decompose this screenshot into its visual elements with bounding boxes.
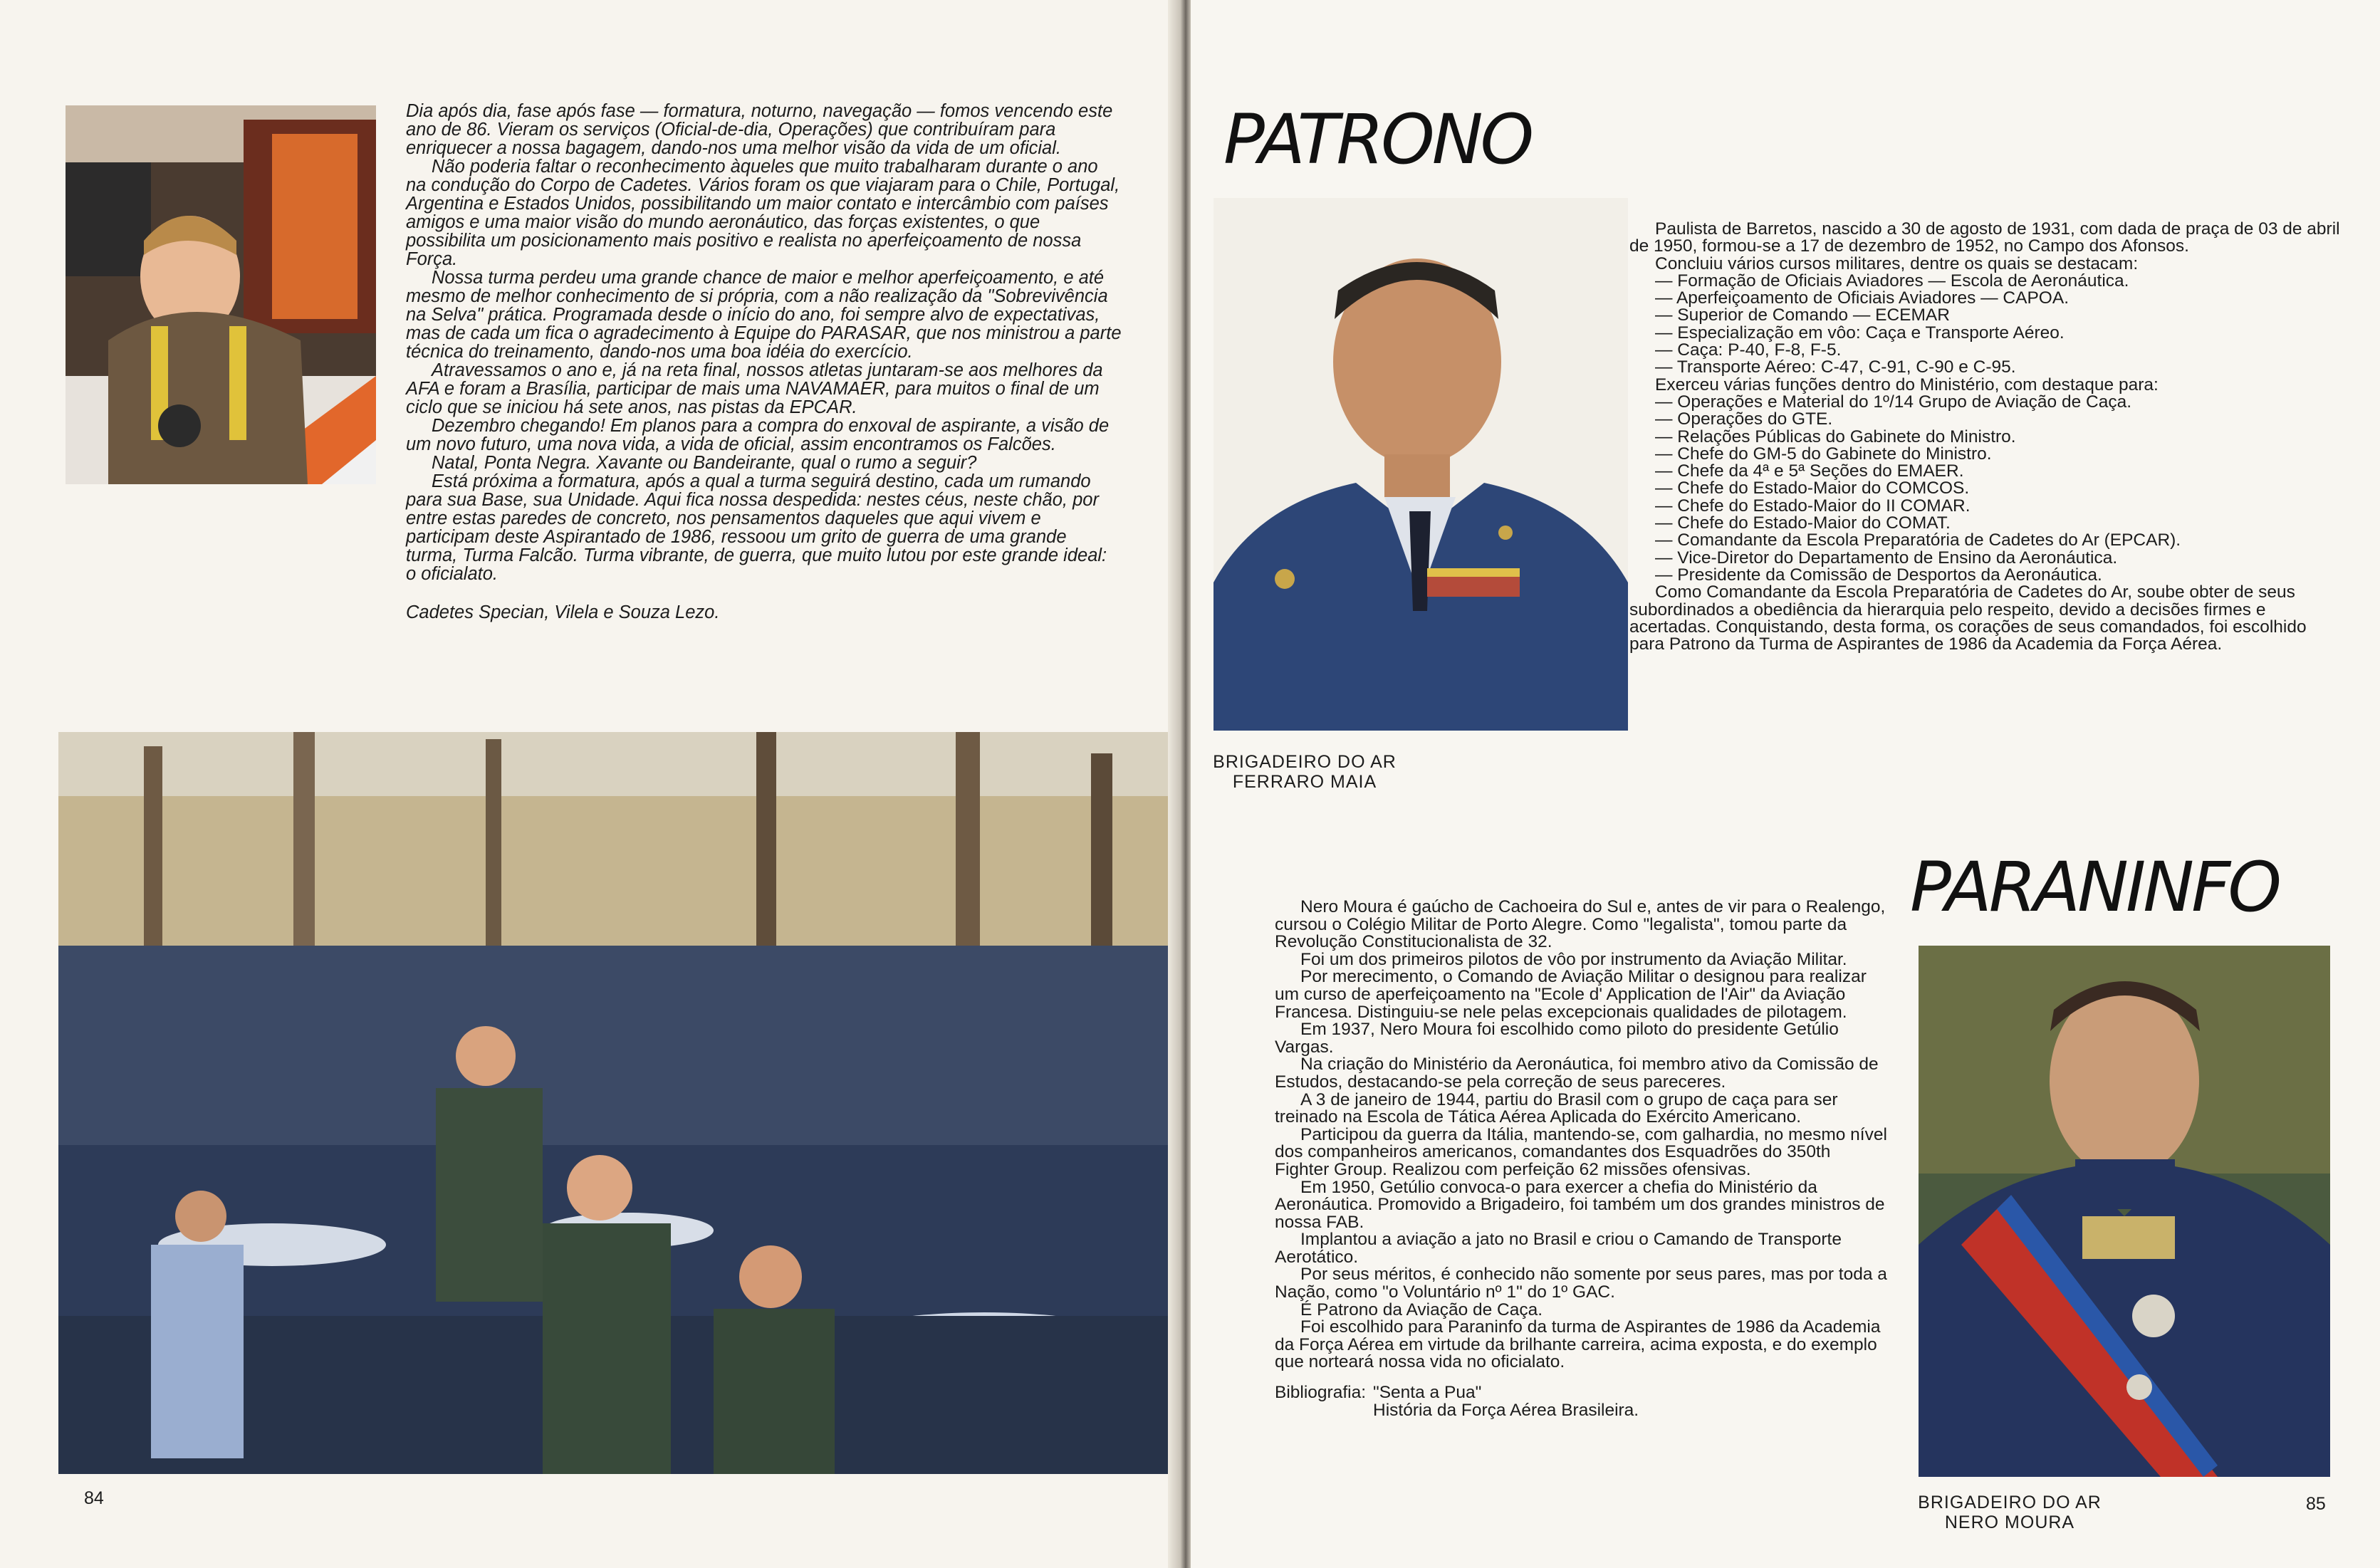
paraninfo-paragraph: Participou da guerra da Itália, mantendo-se, com galhardia, no mesmo nível dos companheiros americanos, comandantes dos Esquadrões do 350th Fighter Group. Realizou com perfeição 62 missões ofensivas. [1275, 1124, 1887, 1179]
paraninfo-heading: PARANINFO [1910, 847, 2279, 927]
intro-paragraph: Atravessamos o ano e, já na reta final, nossos atletas juntaram-se aos melhores da AFA e foram a Brasília, participar de mais uma NAVAMAER, para muitos o final de um ciclo que se iniciou há sete anos, nas pistas da EPCAR. [406, 360, 1103, 417]
patrono-heading: PATRONO [1223, 100, 1532, 179]
paraninfo-caption-rank: BRIGADEIRO DO AR [1918, 1493, 2102, 1512]
patrono-closing: Como Comandante da Escola Preparatória de Cadetes do Ar, soube obter de seus subordinados a obediência da hierarquia pelo respeito, devido a decisões firmes e acertadas. Conquistando, desta forma, os corações de seus comandados, foi escolhido para Patrono da Turma de Aspirantes de 1986 da Academia da Força Aérea. [1629, 582, 2307, 654]
paraninfo-paragraph: Na criação do Ministério da Aeronáutica, foi membro ativo da Comissão de Estudos, destacando-se pela correção de seus pareceres. [1275, 1055, 1879, 1092]
list-item: — Formação de Oficiais Aviadores — Escola de Aeronáutica. [1655, 271, 2129, 291]
intro-paragraph: Nossa turma perdeu uma grande chance de maior e melhor aperfeiçoamento, e até mesmo de melhor conhecimento de si própria, com a não realização da "Sobrevivência na Selva" prática. Programada desde o início do ano, foi sempre alvo de expectativas, mas de cada um fica o agradecimento à Equipe do PARASAR, que nos ministrou a parte técnica do treinamento, dando-nos uma boa idéia do exercício. [406, 268, 1122, 362]
patrono-caption-rank: BRIGADEIRO DO AR [1213, 752, 1397, 772]
patrono-bio [1629, 221, 2345, 653]
list-item: — Aperfeiçoamento de Oficiais Aviadores — CAPOA. [1655, 288, 2070, 308]
paraninfo-paragraph: Nero Moura é gaúcho de Cachoeira do Sul e, antes de vir para o Realengo, cursou o Colégio Militar de Porto Alegre. Como "legalista", tomou parte da Revolução Constitucionalista de 32. [1275, 897, 1886, 952]
paraninfo-caption-name: NERO MOURA [1944, 1512, 2075, 1532]
paraninfo-paragraph: Implantou a aviação a jato no Brasil e criou o Camando de Transporte Aerotático. [1275, 1230, 1842, 1267]
intro-paragraph: Natal, Ponta Negra. Xavante ou Bandeirante, qual o rumo a seguir? [432, 453, 977, 473]
list-item: — Chefe do Estado-Maior do COMCOS. [1655, 479, 1970, 498]
paraninfo-portrait [1919, 946, 2330, 1477]
paraninfo-paragraph: É Patrono da Aviação de Caça. [1300, 1300, 1543, 1319]
right-page [1191, 0, 2380, 1568]
signature: Cadetes Specian, Vilela e Souza Lezo. [406, 602, 720, 622]
bibliography-entry: "Senta a Pua" [1373, 1383, 1482, 1403]
list-item: — Chefe do Estado-Maior do COMAT. [1655, 513, 1951, 533]
paraninfo-paragraph: Por merecimento, o Comando de Aviação Militar o designou para realizar um curso de aperfeiçoamento na "Ecole d' Application de l'Air" da Aviação Francesa. Distinguiu-se nele pelas excepcionais qualidades de pilotagem. [1275, 967, 1867, 1022]
left-page [0, 0, 1182, 1568]
bibliography-entry: História da Força Aérea Brasileira. [1373, 1400, 1639, 1420]
intro-text-block [406, 102, 1122, 622]
patrono-caption-name: FERRARO MAIA [1232, 772, 1377, 792]
cadets-picnic-photo [58, 732, 1175, 1474]
patrono-portrait [1214, 198, 1628, 731]
list-item: — Chefe da 4ª e 5ª Seções do EMAER. [1655, 461, 1964, 481]
bibliography [1275, 1384, 1887, 1419]
list-item: — Transporte Aéreo: C-47, C-91, C-90 e C-95. [1655, 357, 2016, 377]
cockpit-photo [66, 105, 376, 484]
list-item: — Operações do GTE. [1655, 409, 1833, 429]
list-item: — Chefe do Estado-Maior do II COMAR. [1655, 496, 1971, 516]
list-item: — Superior de Comando — ECEMAR [1655, 305, 1950, 325]
patrono-paragraph: Paulista de Barretos, nascido a 30 de agosto de 1931, com dada de praça de 03 de abril de 1950, formou-se a 17 de dezembro de 1952, no Campo dos Afonsos. [1629, 219, 2340, 256]
list-item: — Vice-Diretor do Departamento de Ensino da Aeronáutica. [1655, 548, 2118, 568]
patrono-functions-intro: Exerceu várias funções dentro do Ministério, com destaque para: [1655, 375, 2159, 394]
intro-paragraph: Não poderia faltar o reconhecimento àqueles que muito trabalharam durante o ano na condução do Corpo de Cadetes. Vários foram os que viajaram para o Chile, Portugal, Argentina e Estados Unidos, possibilitando um maior contato e intercâmbio com países amigos e uma maior visão do mundo aeronáutico, das forças existentes, o que possibilita um posicionamento mais positivo e realista no aperfeiçoamento de nossa Força. [406, 157, 1120, 269]
list-item: — Comandante da Escola Preparatória de Cadetes do Ar (EPCAR). [1655, 530, 2181, 550]
patrono-caption [1205, 752, 1404, 792]
bibliography-label: Bibliografia: [1275, 1383, 1367, 1403]
list-item: — Caça: P-40, F-8, F-5. [1655, 340, 1842, 360]
paraninfo-caption [1910, 1493, 2109, 1532]
list-item: — Especialização em vôo: Caça e Transporte Aéreo. [1655, 323, 2065, 343]
patrono-courses-intro: Concluiu vários cursos militares, dentre os quais se destacam: [1655, 254, 2139, 273]
intro-paragraph: Dezembro chegando! Em planos para a compra do enxoval de aspirante, a visão de um novo futuro, uma nova vida, a vida de oficial, assim encontramos os Falcões. [406, 416, 1110, 454]
list-item: — Relações Públicas do Gabinete do Ministro. [1655, 427, 2016, 446]
paraninfo-paragraph: Por seus méritos, é conhecido não somente por seus pares, mas por toda a Nação, como "o Voluntário nº 1" do 1º GAC. [1275, 1265, 1887, 1302]
intro-paragraph: Dia após dia, fase após fase — formatura, noturno, navegação — fomos vencendo este ano de 86. Vieram os serviços (Oficial-de-dia, Operações) que contribuíram para enriquecer a nossa bagagem, dando-nos uma melhor visão da vida de um oficial. [406, 101, 1113, 158]
bibliography-entries [1373, 1384, 1639, 1419]
page-number-right: 85 [2306, 1494, 2326, 1514]
paraninfo-paragraph: Foi escolhido para Paraninfo da turma de Aspirantes de 1986 da Academia da Força Aérea em virtude da brilhante carreira, acima exposta, e do exemplo que norteará nossa vida no oficialato. [1275, 1317, 1881, 1372]
paraninfo-bio [1275, 899, 1887, 1419]
intro-paragraph: Está próxima a formatura, após a qual a turma seguirá destino, cada um rumando para sua Base, sua Unidade. Aqui fica nossa despedida: nestes céus, neste chão, por entre estas paredes de concreto, nos pensamentos daqueles que aqui vivem e participam deste Aspirantado de 1986, ressoou um grito de guerra de uma grande turma, Turma Falcão. Turma vibrante, de guerra, que muito lutou por este grande ideal: o oficialato. [406, 471, 1107, 584]
paraninfo-paragraph: Foi um dos primeiros pilotos de vôo por instrumento da Aviação Militar. [1300, 949, 1847, 969]
list-item: — Presidente da Comissão de Desportos da Aeronáutica. [1655, 565, 2102, 585]
list-item: — Operações e Material do 1º/14 Grupo de Aviação de Caça. [1655, 392, 2132, 412]
list-item: — Chefe do GM-5 do Gabinete do Ministro. [1655, 444, 1992, 464]
paraninfo-paragraph: Em 1937, Nero Moura foi escolhido como piloto do presidente Getúlio Vargas. [1275, 1020, 1839, 1057]
page-number-left: 84 [84, 1488, 104, 1508]
paraninfo-paragraph: Em 1950, Getúlio convoca-o para exercer a chefia do Ministério da Aeronáutica. Promovido a Brigadeiro, foi também um dos grandes ministros de nossa FAB. [1275, 1177, 1885, 1232]
paraninfo-paragraph: A 3 de janeiro de 1944, partiu do Brasil com o grupo de caça para ser treinado na Escola de Tática Aérea Aplicada do Exército Americano. [1275, 1089, 1838, 1127]
